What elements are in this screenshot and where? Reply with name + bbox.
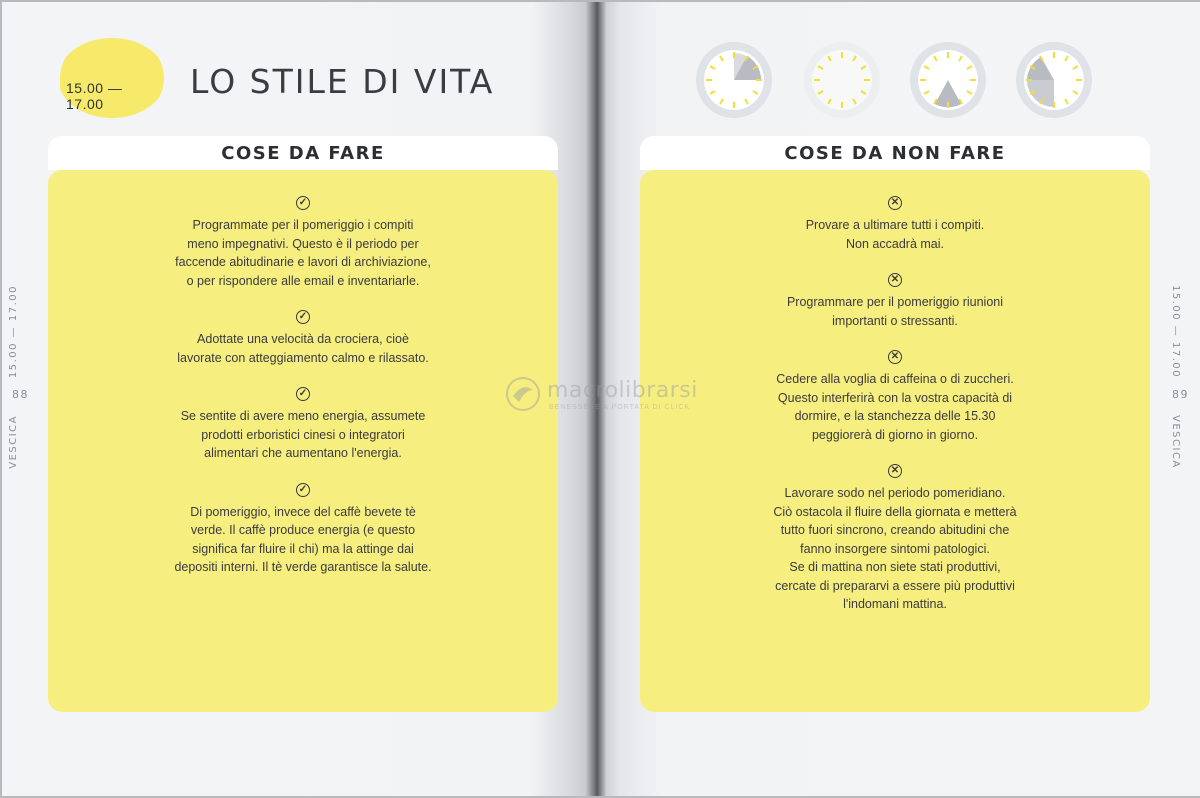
list-item: [640, 460, 1150, 614]
x-circle-icon: ✕: [888, 273, 902, 287]
list-item: [640, 346, 1150, 444]
list-item: [640, 192, 1150, 253]
clock-icon: [910, 42, 986, 118]
list-item: [48, 192, 558, 290]
list-item: [48, 306, 558, 367]
item-text: Programmate per il pomeriggio i compiti meno impegnativi. Questo è il periodo per faccende abitudinarie e lavori di archiviazione, o per rispondere alle email e inventariarle.: [175, 218, 431, 288]
watermark-name: macrolibrarsi: [547, 378, 698, 403]
item-text: Lavorare sodo nel periodo pomeridiano. Ciò ostacola il fluire della giornata e metterà tutto fuori sincrono, creando abitudini che fanno insorgere sintomi patologici. Se di mattina non siete stati produttivi, cercate di prepararvi a essere più produttivi l'indomani mattina.: [773, 486, 1017, 611]
dos-list: [48, 170, 558, 712]
x-circle-icon: ✕: [888, 464, 902, 478]
dos-panel-title: COSE DA FARE: [48, 136, 558, 170]
x-circle-icon: ✕: [888, 350, 902, 364]
item-text: Di pomeriggio, invece del caffè bevete tè verde. Il caffè produce energia (e questo significa far fluire il chi) ma la attinge dai depositi interni. Il tè verde garantisce la salute.: [174, 504, 432, 574]
watermark: [505, 376, 705, 416]
time-range-label: 15.00 — 17.00: [66, 80, 123, 112]
item-text: Provare a ultimare tutti i compiti. Non accadrà mai.: [805, 218, 985, 251]
check-circle-icon: ✓: [296, 196, 310, 210]
clock-icon: [696, 42, 772, 118]
left-page-number: 88: [12, 388, 29, 401]
donts-panel: [640, 136, 1150, 712]
right-side-time: 15.00 — 17.00: [1170, 285, 1181, 379]
check-circle-icon: ✓: [296, 387, 310, 401]
item-text: Programmare per il pomeriggio riunioni importanti o stressanti.: [786, 295, 1004, 328]
left-section-label: VESCICA: [8, 415, 19, 469]
watermark-tagline: BENESSERE A PORTATA DI CLICK: [549, 404, 691, 411]
x-circle-icon: ✕: [888, 196, 902, 210]
clock-icon: [1016, 42, 1092, 118]
clock-icon: [804, 42, 880, 118]
donts-list: [640, 170, 1150, 712]
left-side-time: 15.00 — 17.00: [8, 285, 19, 379]
item-text: Adottate una velocità da crociera, cioè lavorate con atteggiamento calmo e rilassato.: [177, 332, 429, 365]
check-circle-icon: ✓: [296, 310, 310, 324]
right-page-number: 89: [1172, 388, 1189, 401]
check-circle-icon: ✓: [296, 483, 310, 497]
donts-panel-title: COSE DA NON FARE: [640, 136, 1150, 170]
item-text: Cedere alla voglia di caffeina o di zuccheri. Questo interferirà con la vostra capacità di dormire, e la stanchezza delle 15.30 peggiorerà di giorno in giorno.: [776, 372, 1014, 442]
list-item: [48, 479, 558, 577]
right-section-label: VESCICA: [1170, 415, 1181, 469]
item-text: Se sentite di avere meno energia, assumete prodotti erboristici cinesi o integratori alimentari che aumentano l'energia.: [180, 409, 426, 460]
dos-panel: [48, 136, 558, 712]
page-title: LO STILE DI VITA: [190, 62, 495, 101]
watermark-logo-icon: [505, 376, 541, 412]
list-item: [48, 383, 558, 463]
list-item: [640, 269, 1150, 330]
